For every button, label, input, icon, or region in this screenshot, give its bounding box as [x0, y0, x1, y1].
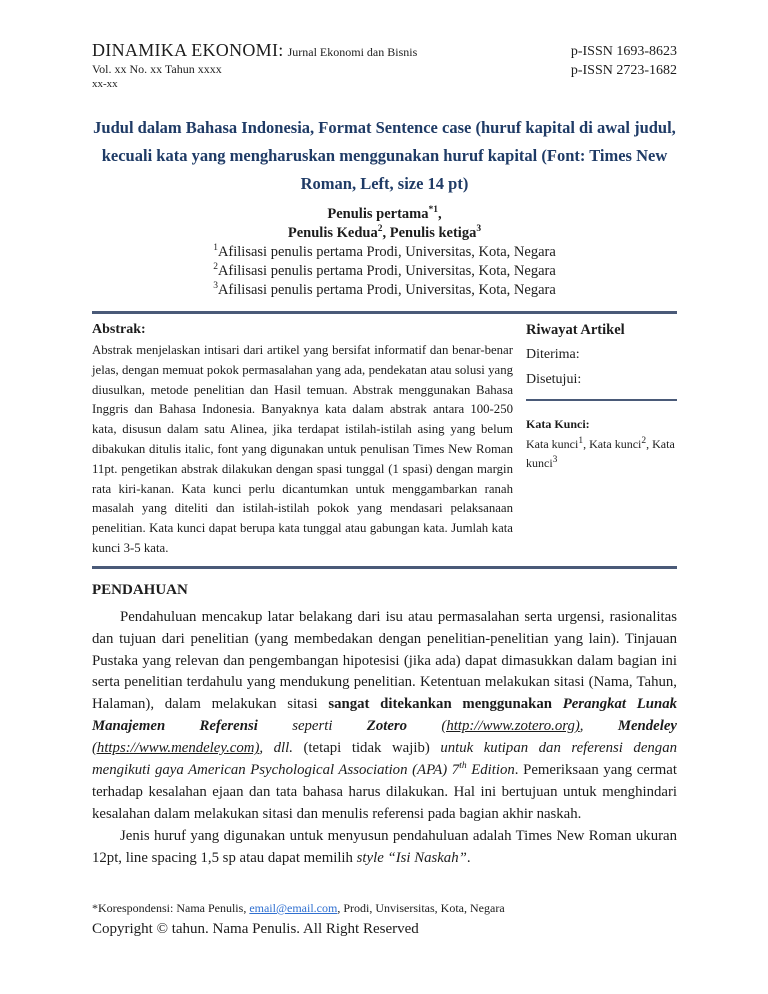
abstract-column: [92, 319, 513, 559]
article-info-divider: [526, 399, 677, 401]
affiliation-3-superscript: 3: [213, 281, 218, 292]
journal-name: DINAMIKA EKONOMI:: [92, 40, 284, 60]
keywords-list: [526, 435, 677, 473]
affiliation-3-text: Afilisasi penulis pertama Prodi, Universitas, Kota, Negara: [217, 282, 556, 298]
issn-print: p-ISSN 1693-8623: [570, 44, 677, 59]
keyword-3: , Kata kunci: [526, 437, 675, 470]
affiliation-1: [92, 243, 677, 262]
author-1-name: Penulis pertama: [327, 206, 429, 222]
author-2-name: Penulis Kedua: [287, 225, 378, 241]
keyword-1-superscript: 1: [578, 436, 584, 446]
text-segment: (tetapi tidak wajib): [303, 740, 441, 757]
author-line-2: [92, 224, 677, 243]
keywords-title: Kata Kunci:: [526, 417, 590, 431]
journal-volume-line: Vol. xx No. xx Tahun xxxx: [92, 62, 222, 76]
correspondence-suffix: , Prodi, Unvisersitas, Kota, Negara: [337, 901, 505, 915]
section-heading-pendahuan: PENDAHUAN: [92, 581, 188, 598]
affiliations-block: [92, 243, 677, 300]
journal-pages-line: xx-xx: [92, 78, 118, 90]
email-link[interactable]: email@email.com: [249, 901, 338, 915]
author-3-superscript: 3: [476, 224, 482, 235]
journal-issn-block: [571, 40, 677, 80]
text-segment: .: [466, 849, 471, 866]
mendeley-url-link[interactable]: (https://www.mendeley.com): [92, 740, 260, 757]
accepted-label: Disetujui:: [526, 372, 582, 387]
intro-paragraph-1: [92, 607, 677, 826]
correspondence-line: [92, 900, 677, 917]
affiliation-3: [92, 281, 677, 300]
journal-name-line: [92, 40, 417, 61]
text-segment: Pendahuluan mencakup latar belakang dari isu atau permasalahan serta urgensi, rasionalitas dan tujuan dari penelitian (yang membedakan dengan penelitian-penelitian yang lain). Tinjauan Pustaka yang relevan dan pengembangan hipotesisi (jika ada) dapat dimasukkan dalam bagian ini serta penelitian terdahulu yang mendukung penelitian. Ketentuan melakukan sitasi (Nama, Tahun, Halaman), dalam melakukan sitasi: [92, 608, 677, 713]
authors-block: [92, 205, 677, 243]
author-1-superscript: *1: [428, 205, 438, 216]
journal-subtitle: Jurnal Ekonomi dan Bisnis: [287, 45, 418, 59]
article-info-column: [526, 319, 677, 559]
article-title: Judul dalam Bahasa Indonesia, Format Sentence case (huruf kapital di awal judul, kecuali kata yang mengharuskan menggunakan huruf kapital (Font: Times New Roman, Left, size 14 pt): [93, 118, 676, 193]
text-segment: ,: [579, 718, 618, 735]
author-line-1: [92, 205, 677, 224]
mendeley-name: Mendeley: [617, 718, 677, 735]
keyword-1: Kata kunci: [526, 437, 579, 451]
text-segment: . Pemeriksaan yang cermat terhadap kesalahan ejaan dan tata bahasa harus dilakukan. Hal ini bertujuan untuk menghindari kesalahan dalam melakukan sitasi dan menulis referensi pada bagian akhir naskah.: [92, 762, 677, 822]
issn-online: p-ISSN 2723-1682: [570, 63, 677, 78]
affiliation-1-superscript: 1: [213, 243, 218, 254]
emphasis-bold-text: sangat ditekankan menggunakan: [328, 696, 563, 713]
zotero-name: Zotero: [366, 718, 442, 735]
text-segment: , dll.: [259, 740, 304, 757]
affiliation-2-text: Afilisasi penulis pertama Prodi, Universitas, Kota, Negara: [217, 263, 556, 279]
article-history-title: Riwayat Artikel: [526, 322, 625, 338]
affiliation-2-superscript: 2: [213, 262, 218, 273]
apa-style-note: untuk kutipan dan referensi dengan mengikuti gaya American Psychological Association (APA) 7: [92, 740, 677, 779]
abstract-body: Abstrak menjelaskan intisari dari artikel yang bersifat informatif dan benar-benar jelas, dengan memuat pokok permasalahan yang ada, pendekatan atau solusi yang diusulkan, metode penelitian dan Hasil temuan. Abstrak menggunakan Bahasa Inggris dan Bahasa Indonesia. Banyaknya kata dalam abstrak antara 100-250 kata, disusun dalam satu Alinea, jika terdapat istilah-istilah asing yang belum dibakukan ditulis italic, font yang digunakan untuk penulisan Times New Roman 11pt. pengetikan abstrak dilakukan dengan spasi tunggal (1 spasi) dengan margin rata kiri-kanan. Kata kunci perlu dicantumkan untuk menggambarkan ranah masalah yang diteliti dan istilah-istilah pokok yang mendasari pelaksanaan penelitian. Kata kunci dapat berupa kata tunggal atau gabungan kata. Jumlah kata kunci 3-5 kata.: [92, 343, 513, 555]
affiliation-1-text: Afilisasi penulis pertama Prodi, Universitas, Kota, Negara: [217, 244, 556, 260]
reference-software-term: Perangkat Lunak Manajemen Referensi: [92, 696, 677, 735]
intro-paragraph-2: [92, 826, 677, 870]
keyword-3-superscript: 3: [552, 455, 558, 465]
abstract-table: [92, 311, 677, 569]
abstract-label: Abstrak:: [92, 322, 146, 337]
journal-header-left: [92, 40, 417, 90]
keyword-2: , Kata kunci: [583, 437, 642, 451]
author-3-name: , Penulis ketiga: [382, 225, 477, 241]
text-segment: Edition: [466, 762, 515, 779]
affiliation-2: [92, 262, 677, 281]
journal-header: [92, 40, 677, 90]
text-segment: Jenis huruf yang digunakan untuk menyusun pendahuluan adalah Times New Roman ukuran 12pt, line spacing 1,5 sp atau dapat memilih: [92, 827, 677, 866]
page-footer: [92, 900, 677, 940]
author-1-separator: ,: [437, 206, 442, 222]
author-2-superscript: 2: [377, 224, 383, 235]
copyright-line: Copyright © tahun. Nama Penulis. All Right Reserved: [92, 921, 419, 937]
style-name-term: style “Isi Naskah”: [356, 849, 467, 866]
zotero-url-link[interactable]: (http://www.zotero.org): [441, 718, 580, 735]
text-segment: seperti: [292, 718, 367, 735]
correspondence-prefix: *Korespondensi: Nama Penulis,: [92, 901, 250, 915]
keyword-2-superscript: 2: [641, 436, 647, 446]
received-label: Diterima:: [526, 347, 580, 362]
ordinal-superscript: th: [459, 761, 467, 772]
